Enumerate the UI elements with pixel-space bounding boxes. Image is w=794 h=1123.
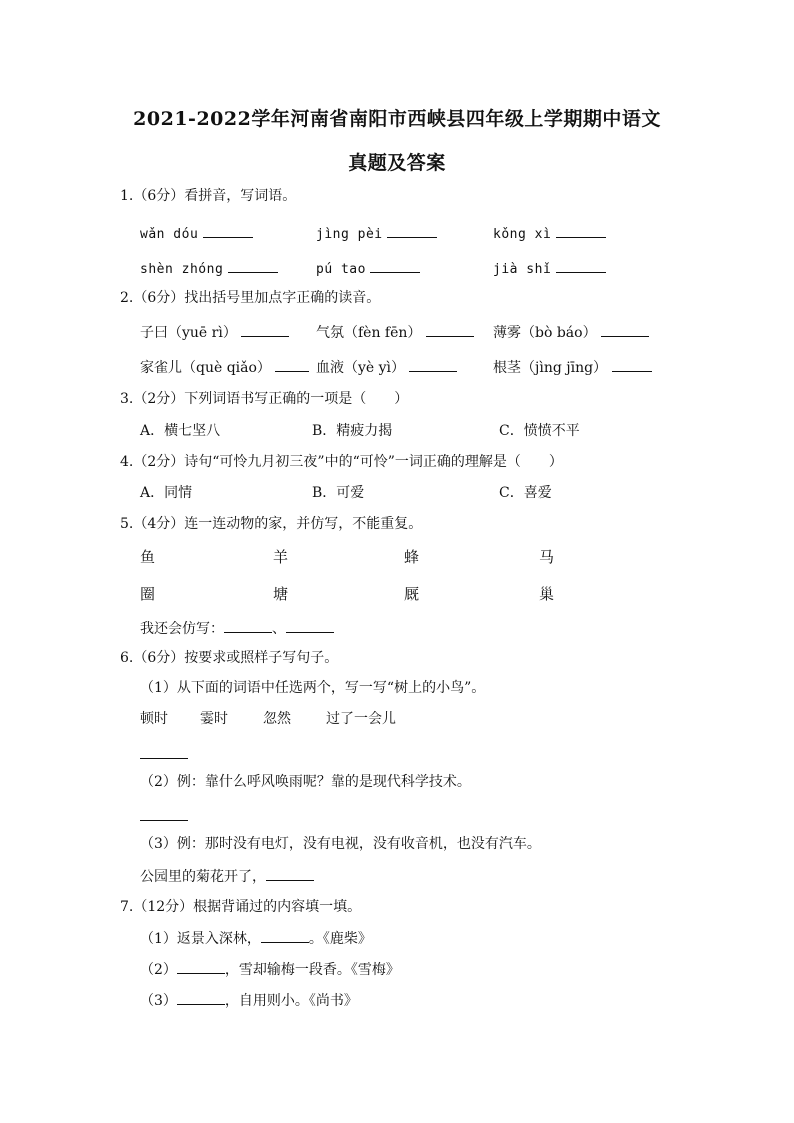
q5-header: 5.（4分）连一连动物的家，并仿写，不能重复。 <box>120 516 423 532</box>
q3-option-b: B．精疲力揭 <box>312 423 393 439</box>
q7-sub3: （3） ，自用则小。《尚书》 <box>140 990 358 1011</box>
q5-animal: 鱼 <box>140 548 156 566</box>
q6-answer-blank <box>140 744 188 765</box>
q2-item: 薄雾（bò báo） <box>493 322 649 343</box>
q5-home: 圈 <box>140 585 156 603</box>
q4-option-b: B．可爱 <box>312 485 365 501</box>
q2-item: 家雀儿（què qiǎo） <box>140 357 309 378</box>
q6-word: 霎时 <box>200 711 228 727</box>
q3-option-a: A．横七坚八 <box>140 423 221 439</box>
q5-animal: 羊 <box>273 548 289 566</box>
q5-imitate-line: 我还会仿写： 、 <box>140 618 334 639</box>
q3-option-c: C．愤愤不平 <box>499 423 580 439</box>
q2-item: 根茎（jìng jīng） <box>493 357 652 378</box>
q6-word: 过了一会儿 <box>326 711 396 727</box>
q2-item: 血液（yè yì） <box>316 357 457 378</box>
q1-item: pú tao <box>316 258 420 280</box>
q4-header: 4.（2分）诗句“可怜九月初三夜”中的“可怜”一词正确的理解是（ ） <box>120 454 563 470</box>
q1-header: 1.（6分）看拼音，写词语。 <box>120 188 297 204</box>
q5-home: 塘 <box>273 585 289 603</box>
q1-item: wǎn dóu <box>140 223 253 245</box>
q3-header: 3.（2分）下列词语书写正确的一项是（ ） <box>120 391 409 407</box>
q7-sub2: （2） ，雪却输梅一段香。《雪梅》 <box>140 959 400 980</box>
q6-header: 6.（6分）按要求或照样子写句子。 <box>120 650 339 666</box>
q7-header: 7.（12分）根据背诵过的内容填一填。 <box>120 899 362 915</box>
q5-home: 厩 <box>404 585 420 603</box>
q7-sub1: （1）返景入深林， 。《鹿柴》 <box>140 928 372 949</box>
q1-item: jìng pèi <box>316 223 437 245</box>
page-title-line1: 2021-2022学年河南省南阳市西峡县四年级上学期期中语文 <box>133 108 661 130</box>
q1-item: kǒng xì <box>493 223 606 245</box>
q6-sub3: （3）例：那时没有电灯，没有电视，没有收音机，也没有汽车。 <box>140 836 541 852</box>
q5-home: 巢 <box>539 585 555 603</box>
q6-sub1: （1）从下面的词语中任选两个，写一写“树上的小鸟”。 <box>140 680 486 696</box>
page-title-line2: 真题及答案 <box>348 152 446 174</box>
q1-item: jià shǐ <box>493 258 606 280</box>
q5-animal: 蜂 <box>404 548 420 566</box>
q1-item: shèn zhóng <box>140 258 278 280</box>
q4-option-a: A．同情 <box>140 485 193 501</box>
q6-word: 顿时 <box>140 711 168 727</box>
q6-word: 忽然 <box>263 711 291 727</box>
q6-sub3-line: 公园里的菊花开了， <box>140 866 314 887</box>
q6-answer-blank <box>140 806 188 827</box>
q4-option-c: C．喜爱 <box>499 485 552 501</box>
q2-item: 子曰（yuē rì） <box>140 322 289 343</box>
q2-header: 2.（6分）找出括号里加点字正确的读音。 <box>120 290 381 306</box>
q2-item: 气氛（fèn fēn） <box>316 322 474 343</box>
q5-animal: 马 <box>539 548 555 566</box>
q6-sub2: （2）例：靠什么呼风唤雨呢？靠的是现代科学技术。 <box>140 774 471 790</box>
